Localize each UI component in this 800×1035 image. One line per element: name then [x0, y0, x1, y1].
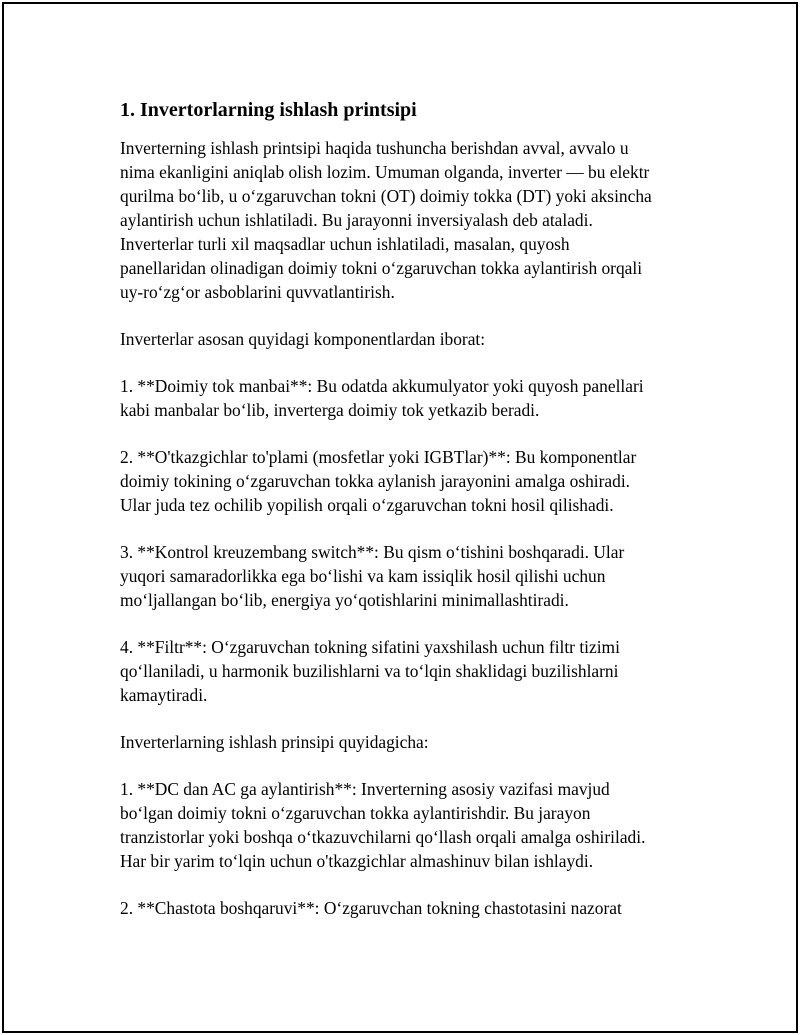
- page-frame: [2, 2, 798, 1033]
- paragraph-line: 1. **DC dan AC ga aylantirish**: Inverterning asosiy vazifasi mavjud: [120, 779, 610, 799]
- paragraph-line: panellaridan olinadigan doimiy tokni o‘zgaruvchan tokka aylantirish orqali: [120, 258, 643, 278]
- paragraph-line: Ular juda tez ochilib yopilish orqali o‘zgaruvchan tokni hosil qilishadi.: [120, 495, 614, 515]
- paragraph-line: Inverterlar turli xil maqsadlar uchun ishlatiladi, masalan, quyosh: [120, 234, 570, 254]
- paragraph-line: 2. **O'tkazgichlar to'plami (mosfetlar yoki IGBTlar)**: Bu komponentlar: [120, 447, 637, 467]
- paragraph: [120, 777, 710, 873]
- paragraph-line: nima ekanligini aniqlab olish lozim. Umuman olganda, inverter — bu elektr: [120, 162, 650, 182]
- paragraph-line: qo‘llaniladi, u harmonik buzilishlarni va to‘lqin shaklidagi buzilishlarni: [120, 661, 619, 681]
- paragraph: [120, 540, 710, 612]
- paragraph: [120, 445, 710, 517]
- paragraph-line: mo‘ljallangan bo‘lib, energiya yo‘qotishlarini minimallashtiradi.: [120, 590, 569, 610]
- paragraph: [120, 896, 710, 920]
- paragraph-line: tranzistorlar yoki boshqa o‘tkazuvchilarni qo‘llash orqali amalga oshiriladi.: [120, 827, 646, 847]
- paragraph-line: kabi manbalar bo‘lib, inverterga doimiy tok yetkazib beradi.: [120, 400, 540, 420]
- paragraph: [120, 635, 710, 707]
- paragraph: [120, 374, 710, 422]
- paragraph-line: Har bir yarim to‘lqin uchun o'tkazgichlar almashinuv bilan ishlaydi.: [120, 851, 594, 871]
- paragraph-line: doimiy tokining o‘zgaruvchan tokka aylanish jarayonini amalga oshiradi.: [120, 471, 630, 491]
- paragraph: [120, 730, 710, 754]
- paragraph-line: 1. **Doimiy tok manbai**: Bu odatda akkumulyator yoki quyosh panellari: [120, 376, 644, 396]
- paragraph-line: 3. **Kontrol kreuzembang switch**: Bu qism o‘tishini boshqaradi. Ular: [120, 542, 625, 562]
- paragraph-line: qurilma bo‘lib, u o‘zgaruvchan tokni (OT) doimiy tokka (DT) yoki aksincha: [120, 186, 652, 206]
- paragraph-line: uy-ro‘zg‘or asboblarini quvvatlantirish.: [120, 282, 395, 302]
- paragraph-line: Inverterlar asosan quyidagi komponentlardan iborat:: [120, 329, 486, 349]
- paragraph-line: bo‘lgan doimiy tokni o‘zgaruvchan tokka aylantirishdir. Bu jarayon: [120, 803, 591, 823]
- paragraph: [120, 136, 710, 304]
- document-body: [120, 98, 710, 943]
- paragraph-line: 2. **Chastota boshqaruvi**: O‘zgaruvchan tokning chastotasini nazorat: [120, 898, 622, 918]
- paragraph-line: aylantirish uchun ishlatiladi. Bu jarayonni inversiyalash deb ataladi.: [120, 210, 593, 230]
- paragraph-list: [120, 136, 710, 920]
- paragraph-line: 4. **Filtr**: O‘zgaruvchan tokning sifatini yaxshilash uchun filtr tizimi: [120, 637, 620, 657]
- paragraph-line: yuqori samaradorlikka ega bo‘lishi va kam issiqlik hosil qilishi uchun: [120, 566, 606, 586]
- paragraph-line: kamaytiradi.: [120, 685, 208, 705]
- paragraph-line: Inverterlarning ishlash prinsipi quyidagicha:: [120, 732, 429, 752]
- section-heading: 1. Invertorlarning ishlash printsipi: [120, 99, 417, 121]
- paragraph: [120, 327, 710, 351]
- paragraph-line: Inverterning ishlash printsipi haqida tushuncha berishdan avval, avvalo u: [120, 138, 629, 158]
